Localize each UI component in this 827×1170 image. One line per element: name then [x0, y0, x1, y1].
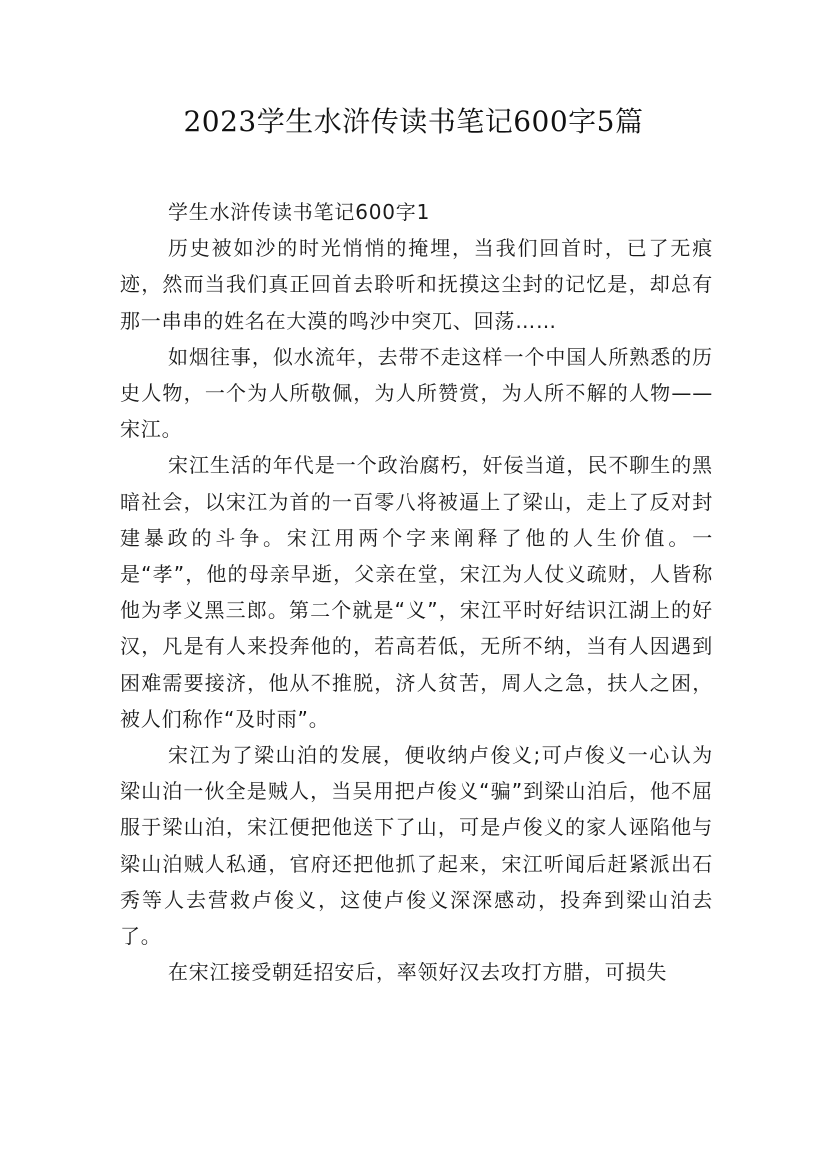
paragraph: 历史被如沙的时光悄悄的掩埋，当我们回首时，已了无痕迹，然而当我们真正回首去聆听和抚摸这尘封的记忆是，却总有那一串串的姓名在大漠的鸣沙中突兀、回荡…… — [120, 236, 713, 333]
paragraph: 宋江为了梁山泊的发展，便收纳卢俊义;可卢俊义一心认为梁山泊一伙全是贼人，当吴用把卢俊义“骗”到梁山泊后，他不屈服于梁山泊，宋江便把他送下了山，可是卢俊义的家人诬陷他与梁山泊贼人私通，官府还把他抓了起来，宋江听闻后赶紧派出石秀等人去营救卢俊义，这使卢俊义深深感动，投奔到梁山泊去了。 — [120, 743, 713, 949]
document-title: 2023学生水浒传读书笔记600字5篇 — [183, 105, 644, 138]
paragraph: 宋江生活的年代是一个政治腐朽，奸佞当道，民不聊生的黑暗社会，以宋江为首的一百零八将被逼上了梁山，走上了反对封建暴政的斗争。宋江用两个字来阐释了他的人生价值。一是“孝”，他的母亲早逝，父亲在堂，宋江为人仗义疏财，人皆称他为孝义黑三郎。第二个就是“义”，宋江平时好结识江湖上的好汉，凡是有人来投奔他的，若高若低，无所不纳，当有人因遇到困难需要接济，他从不推脱，济人贫苦，周人之急，扶人之困，被人们称作“及时雨”。 — [120, 453, 713, 731]
paragraph: 如烟往事，似水流年，去带不走这样一个中国人所熟悉的历史人物，一个为人所敬佩，为人所赞赏，为人所不解的人物——宋江。 — [120, 344, 713, 442]
section-heading: 学生水浒传读书笔记600字1 — [168, 200, 431, 224]
document-body — [120, 194, 713, 990]
paragraph: 在宋江接受朝廷招安后，率领好汉去攻打方腊，可损失 — [168, 960, 668, 985]
